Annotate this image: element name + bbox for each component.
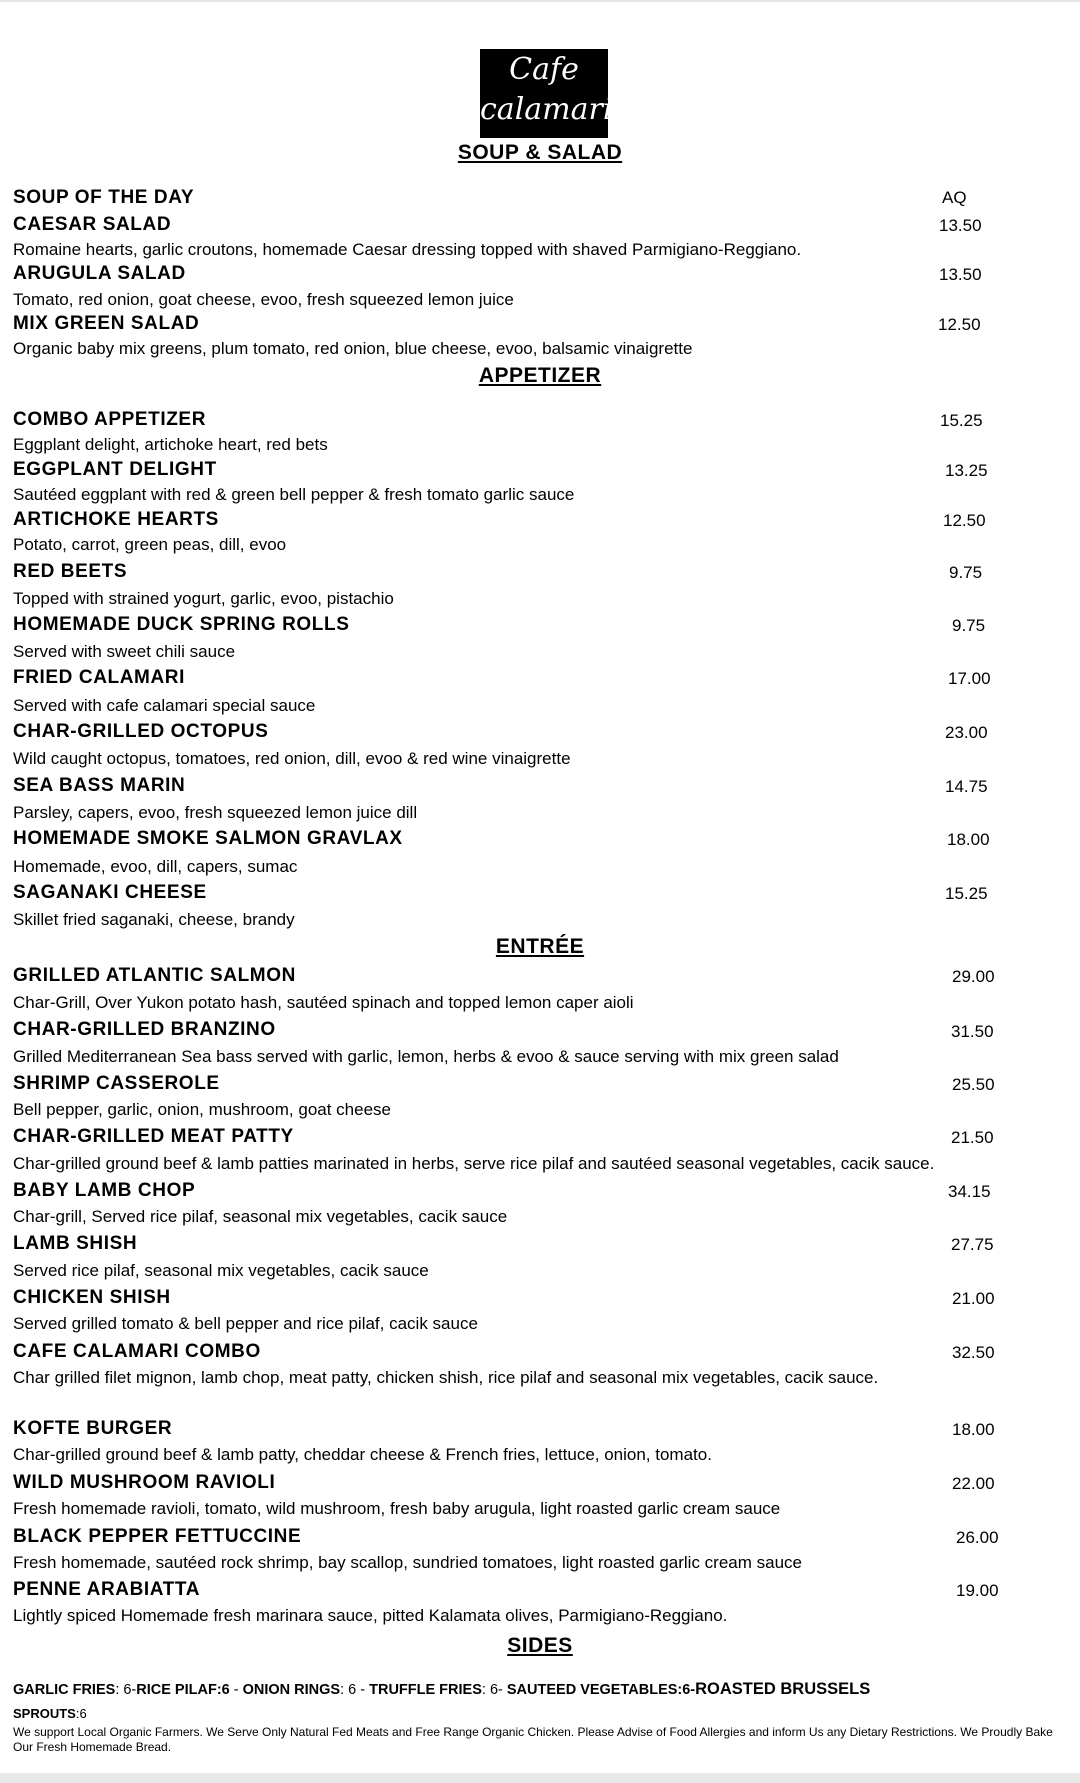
menu-item-description: Char-grill, Served rice pilaf, seasonal mix vegetables, cacik sauce	[13, 1207, 508, 1226]
menu-item-name: MIX GREEN SALAD	[13, 313, 200, 334]
menu-item-price: 19.00	[956, 1581, 999, 1600]
menu-item-price: 21.50	[951, 1128, 994, 1147]
menu-item-name: CHAR-GRILLED MEAT PATTY	[13, 1126, 294, 1147]
side-garlic-fries: GARLIC FRIES	[13, 1682, 116, 1698]
menu-item-price: 18.00	[947, 830, 990, 849]
menu-item-description: Served grilled tomato & bell pepper and rice pilaf, cacik sauce	[13, 1314, 478, 1333]
menu-item-description: Char-grilled ground beef & lamb patties marinated in herbs, serve rice pilaf and sautéed seasonal vegetables, cacik sauce.	[13, 1154, 935, 1173]
side-sprouts: SPROUTS	[13, 1706, 76, 1721]
menu-item-description: Romaine hearts, garlic croutons, homemade Caesar dressing topped with shaved Parmigiano-Reggiano.	[13, 240, 802, 259]
logo-line-2: calamari	[480, 92, 613, 127]
side-price: :6	[75, 1706, 87, 1721]
menu-item-description: Lightly spiced Homemade fresh marinara sauce, pitted Kalamata olives, Parmigiano-Reggiano.	[13, 1606, 728, 1625]
menu-item-name: KOFTE BURGER	[13, 1418, 173, 1439]
menu-item-name: EGGPLANT DELIGHT	[13, 459, 217, 480]
menu-item-description: Char-Grill, Over Yukon potato hash, sautéed spinach and topped lemon caper aioli	[13, 993, 634, 1012]
section-title-sides: SIDES	[507, 1634, 573, 1657]
menu-item-price: 31.50	[951, 1022, 994, 1041]
menu-item-name: CHICKEN SHISH	[13, 1287, 171, 1308]
menu-item-description: Char-grilled ground beef & lamb patty, cheddar cheese & French fries, lettuce, onion, tomato.	[13, 1445, 712, 1464]
cafe-calamari-logo	[480, 49, 613, 138]
menu-item-price: 15.25	[945, 884, 988, 903]
menu-item-name: CHAR-GRILLED OCTOPUS	[13, 721, 269, 742]
side-price: : 6-	[481, 1682, 507, 1698]
side-truffle-fries: TRUFFLE FRIES	[369, 1682, 482, 1698]
menu-item-name: WILD MUSHROOM RAVIOLI	[13, 1472, 276, 1493]
side-price: : 6-	[115, 1682, 137, 1698]
menu-item-name: HOMEMADE SMOKE SALMON GRAVLAX	[13, 828, 403, 849]
side-rice-pilaf: RICE PILAF:6	[136, 1682, 230, 1698]
menu-item-name: BABY LAMB CHOP	[13, 1180, 196, 1201]
menu-item-price: 27.75	[951, 1235, 994, 1254]
side-separator: -	[356, 1682, 370, 1698]
sides-list-continued	[13, 1706, 87, 1721]
menu-item-price: 13.25	[945, 461, 988, 480]
menu-item-price: 15.25	[940, 411, 983, 430]
logo-line-1: Cafe	[509, 52, 579, 87]
menu-item-name: CAFE CALAMARI COMBO	[13, 1341, 261, 1362]
menu-item-price: 25.50	[952, 1075, 995, 1094]
menu-item-name: SAGANAKI CHEESE	[13, 882, 207, 903]
menu-item-description: Fresh homemade, sautéed rock shrimp, bay scallop, sundried tomatoes, light roasted garlic cream sauce	[13, 1553, 802, 1572]
menu-item-description: Sautéed eggplant with red & green bell pepper & fresh tomato garlic sauce	[13, 485, 575, 504]
footer-note: We support Local Organic Farmers. We Serve Only Natural Fed Meats and Free Range Organic Chicken. Please Advise of Food Allergies and inform Us any Dietary Restrictions. We Proudly Bake Our Fresh Homemade Bread.	[13, 1725, 1053, 1754]
menu-item-price: 12.50	[943, 511, 986, 530]
menu-item-description: Tomato, red onion, goat cheese, evoo, fresh squeezed lemon juice	[13, 290, 514, 309]
section-title-appetizer: APPETIZER	[478, 364, 602, 387]
menu-item-price: 12.50	[938, 315, 981, 334]
section-title-entree: ENTRÉE	[495, 935, 585, 958]
menu-item-description: Served with sweet chili sauce	[13, 642, 236, 661]
menu-item-price: 21.00	[952, 1289, 995, 1308]
menu-item-description: Char grilled filet mignon, lamb chop, meat patty, chicken shish, rice pilaf and seasonal mix vegetables, cacik sauce.	[13, 1368, 879, 1387]
section-title-soup-salad: SOUP & SALAD	[457, 141, 623, 164]
menu-item-price: 32.50	[952, 1343, 995, 1362]
menu-item-price: 23.00	[945, 723, 988, 742]
menu-item-name: ARUGULA SALAD	[13, 263, 186, 284]
menu-item-price: 18.00	[952, 1420, 995, 1439]
menu-item-description: Potato, carrot, green peas, dill, evoo	[13, 535, 287, 554]
menu-item-description: Served rice pilaf, seasonal mix vegetables, cacik sauce	[13, 1261, 429, 1280]
menu-item-price: 34.15	[948, 1182, 991, 1201]
menu-item-description: Organic baby mix greens, plum tomato, red onion, blue cheese, evoo, balsamic vinaigrette	[13, 339, 693, 358]
sides-list	[13, 1680, 870, 1699]
menu-item-price: 9.75	[952, 616, 986, 635]
menu-item-price: 29.00	[952, 967, 995, 986]
menu-item-name: ARTICHOKE HEARTS	[13, 509, 219, 530]
menu-item-description: Skillet fried saganaki, cheese, brandy	[13, 910, 295, 929]
menu-item-name: COMBO APPETIZER	[13, 409, 207, 430]
menu-item-description: Parsley, capers, evoo, fresh squeezed lemon juice dill	[13, 803, 418, 822]
menu-item-name: SOUP OF THE DAY	[13, 187, 195, 208]
menu-item-price: 14.75	[945, 777, 988, 796]
side-onion-rings: ONION RINGS	[242, 1682, 341, 1698]
side-roasted-brussels: ROASTED BRUSSELS	[695, 1680, 871, 1698]
menu-item-name: BLACK PEPPER FETTUCCINE	[13, 1526, 302, 1547]
menu-item-price: 9.75	[949, 563, 983, 582]
menu-item-price: 26.00	[956, 1528, 999, 1547]
menu-item-price: 22.00	[952, 1474, 995, 1493]
menu-item-description: Topped with strained yogurt, garlic, evoo, pistachio	[13, 589, 394, 608]
side-separator: -	[229, 1682, 243, 1698]
side-sauteed-vegetables: SAUTEED VEGETABLES:6-	[506, 1682, 696, 1698]
menu-item-description: Served with cafe calamari special sauce	[13, 696, 316, 715]
menu-item-name: GRILLED ATLANTIC SALMON	[13, 965, 296, 986]
menu-item-name: SEA BASS MARIN	[13, 775, 186, 796]
menu-item-name: FRIED CALAMARI	[13, 667, 185, 688]
menu-item-name: CAESAR SALAD	[13, 214, 172, 235]
menu-item-name: LAMB SHISH	[13, 1233, 138, 1254]
menu-item-description: Bell pepper, garlic, onion, mushroom, goat cheese	[13, 1100, 392, 1119]
menu-item-description: Fresh homemade ravioli, tomato, wild mushroom, fresh baby arugula, light roasted garlic cream sauce	[13, 1499, 781, 1518]
menu-item-description: Grilled Mediterranean Sea bass served with garlic, lemon, herbs & evoo & sauce serving with mix green salad	[13, 1047, 839, 1066]
menu-item-description: Eggplant delight, artichoke heart, red bets	[13, 435, 328, 454]
menu-item-description: Homemade, evoo, dill, capers, sumac	[13, 857, 298, 876]
menu-item-name: CHAR-GRILLED BRANZINO	[13, 1019, 276, 1040]
menu-item-price: 17.00	[948, 669, 991, 688]
menu-item-price: AQ	[942, 188, 967, 207]
side-price: : 6	[340, 1682, 357, 1698]
menu-item-name: SHRIMP CASSEROLE	[13, 1073, 220, 1094]
menu-item-description: Wild caught octopus, tomatoes, red onion, dill, evoo & red wine vinaigrette	[13, 749, 571, 768]
menu-item-name: HOMEMADE DUCK SPRING ROLLS	[13, 614, 350, 635]
menu-item-price: 13.50	[939, 265, 982, 284]
menu-item-price: 13.50	[939, 216, 982, 235]
menu-item-name: RED BEETS	[13, 561, 128, 582]
menu-item-name: PENNE ARABIATTA	[13, 1579, 201, 1600]
